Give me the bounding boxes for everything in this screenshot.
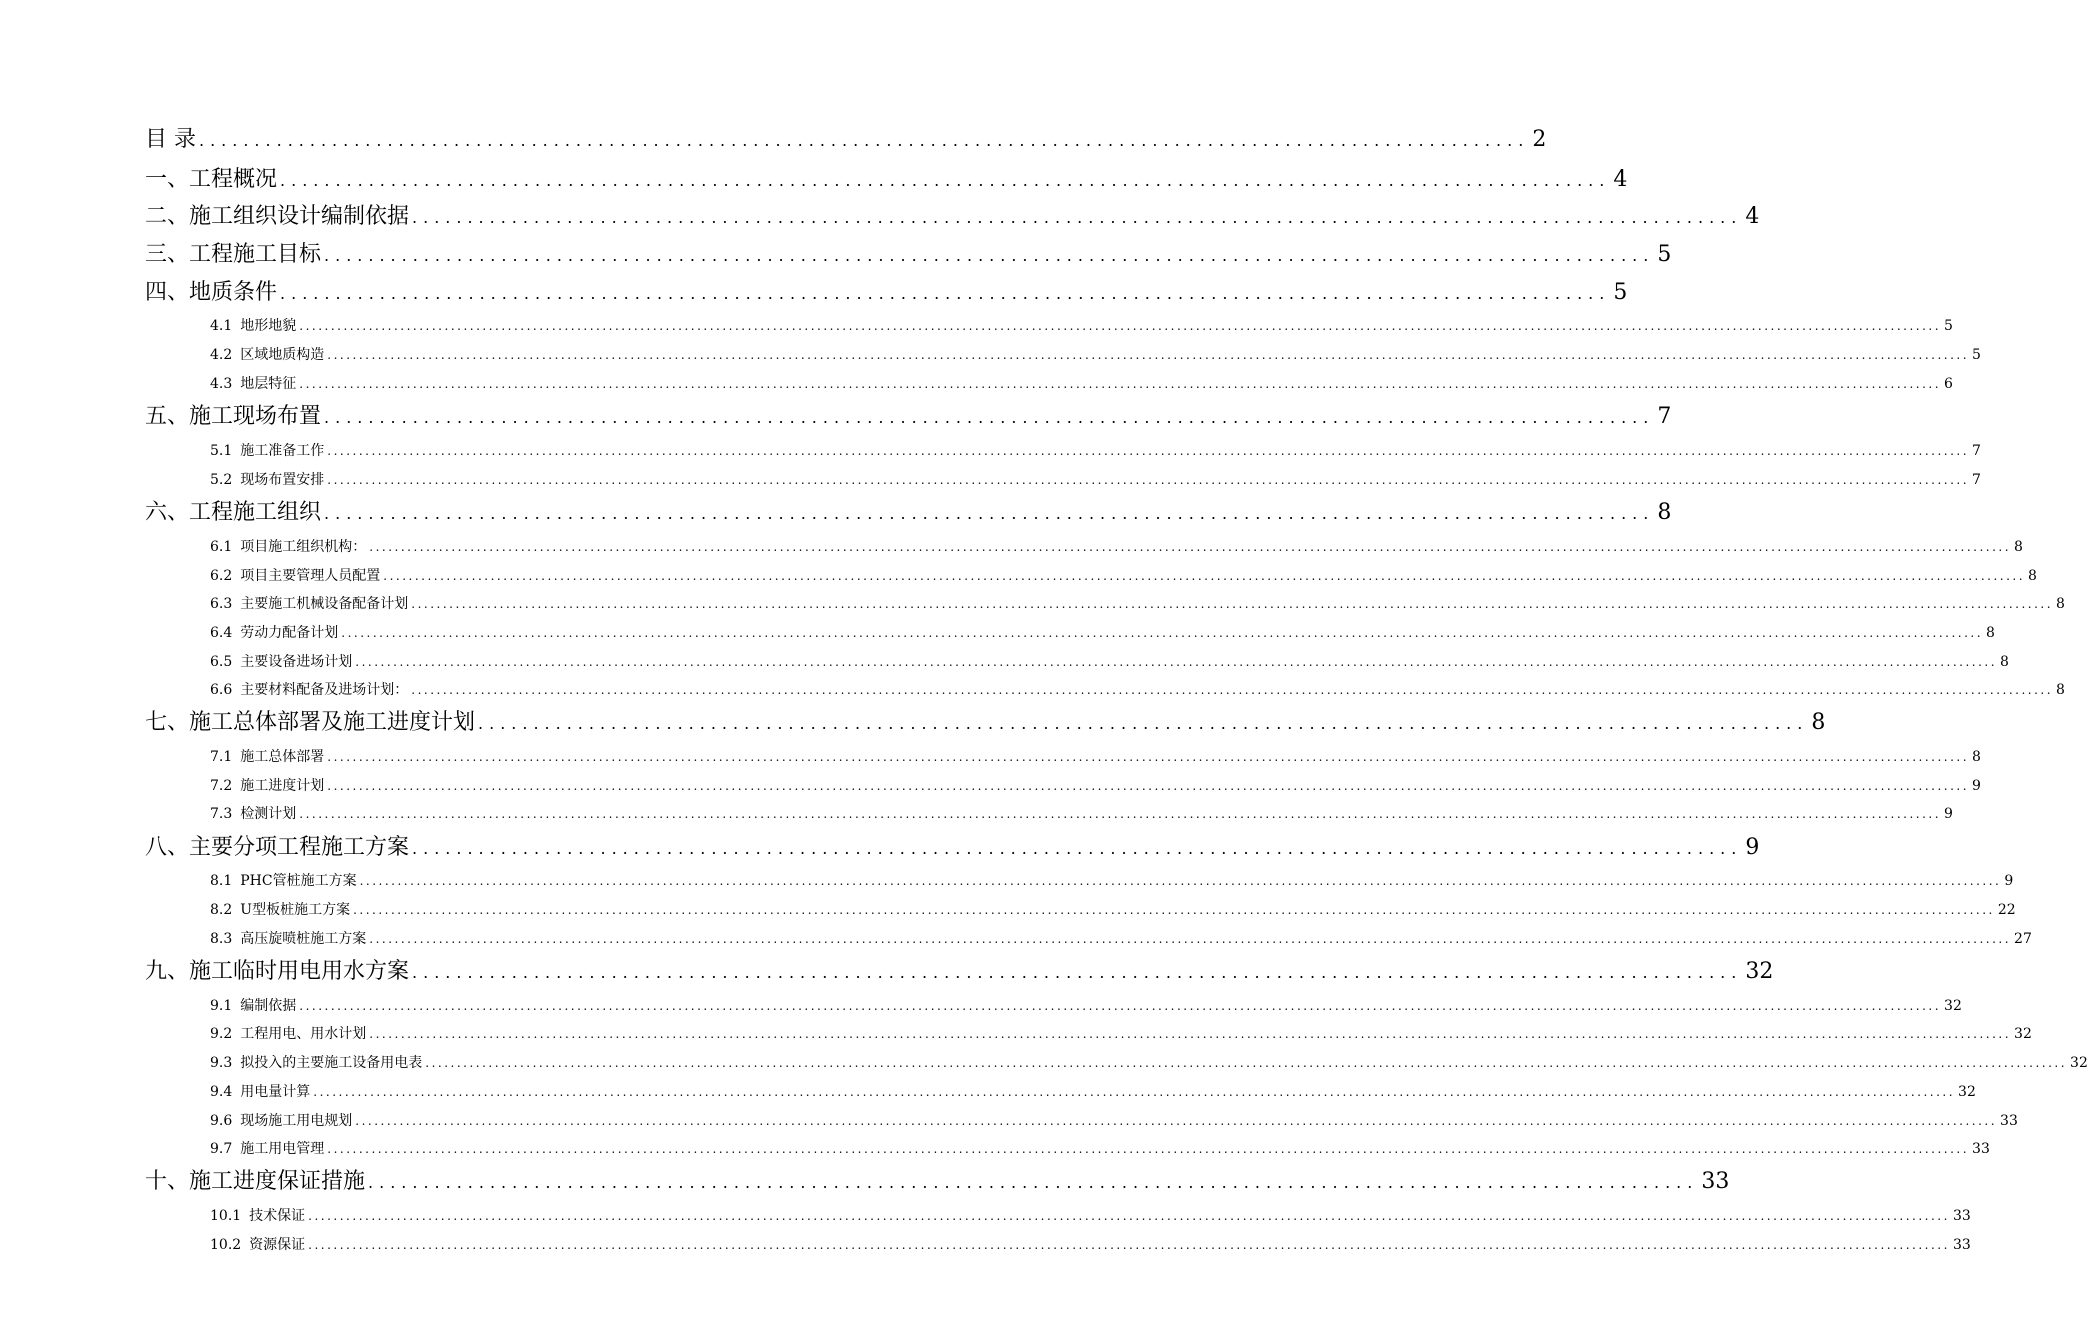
toc-entry-title: 主要材料配备及进场计划： [240, 682, 409, 698]
toc-entry-number: 5.2 [210, 472, 233, 488]
toc-entry-number: 8.1 [210, 873, 233, 889]
toc-entry-number: 7.2 [210, 778, 233, 794]
toc-section-entry[interactable] [210, 1082, 1976, 1102]
toc-entry-title: 项目施工组织机构： [240, 539, 367, 555]
toc-entry-title: 拟投入的主要施工设备用电表 [240, 1055, 423, 1071]
toc-page-number: 8 [2028, 568, 2037, 584]
toc-page-number: 32 [1944, 998, 1962, 1014]
toc-entry-label [210, 1053, 422, 1073]
toc-dot-leader: .................................................................................................................................................................................................................................................................... [369, 932, 2012, 946]
toc-entry-title: 十、施工进度保证措施 [145, 1169, 366, 1194]
toc-page-number: 8 [1657, 500, 1672, 525]
toc-entry-number: 9.2 [210, 1026, 233, 1042]
toc-entry-title: 工程用电、用水计划 [240, 1026, 367, 1042]
toc-dot-leader: .................................................................................................................................................................................................................................................................... [425, 1056, 2068, 1070]
toc-entry-label [210, 566, 380, 586]
toc-entry-title: 施工用电管理 [240, 1141, 325, 1157]
toc-chapter-entry[interactable] [145, 202, 1760, 232]
toc-section-entry[interactable] [210, 680, 2065, 700]
toc-entry-title: 项目主要管理人员配置 [240, 568, 381, 584]
toc-dot-leader: .................................................................................................................................................................................................................................................................... [369, 540, 2012, 554]
toc-chapter-entry[interactable] [145, 498, 1672, 528]
toc-entry-title: 八、主要分项工程施工方案 [145, 835, 410, 860]
toc-entry-title: 区域地质构造 [240, 347, 325, 363]
toc-dot-leader: .................................................................................................................................................................................................................................................................... [313, 1085, 1956, 1099]
toc-entry-title: 用电量计算 [240, 1084, 311, 1100]
toc-entry-label [210, 1206, 305, 1226]
toc-entry-number: 6.4 [210, 625, 233, 641]
toc-section-entry[interactable] [210, 470, 1981, 490]
toc-dot-leader: .................................................................................................................................................................................................................................................................... [327, 473, 1970, 487]
toc-section-entry[interactable] [210, 1235, 1971, 1255]
toc-entry-number: 6.1 [210, 539, 233, 555]
toc-entry-label [145, 957, 409, 987]
toc-entry-label [210, 996, 296, 1016]
toc-section-entry[interactable] [210, 623, 1995, 643]
toc-dot-leader: .................................................................................................................................................................................................................................................................... [327, 750, 1970, 764]
toc-page-number: 9 [1944, 806, 1953, 822]
toc-page-number: 4 [1745, 204, 1760, 229]
toc-dot-leader: .................................................................................................................................................................................................................................................................... [299, 377, 1942, 391]
toc-entry-title: U型板桩施工方案 [240, 902, 351, 918]
toc-entry-label [210, 652, 352, 672]
toc-page-number: 27 [2014, 931, 2032, 947]
toc-dot-leader: .................................................................................................................................................................................................................................................................... [299, 807, 1942, 821]
toc-entry-number: 9.7 [210, 1141, 233, 1157]
toc-entry-title: 施工总体部署 [240, 749, 325, 765]
toc-dot-leader: .................................................................................................................................................................................................................................................................... [299, 319, 1942, 333]
toc-dot-leader: .................................................................................................................................................................................................................................................................... [327, 348, 1970, 362]
toc-entry-number: 9.4 [210, 1084, 233, 1100]
toc-dot-leader: ........................................................................................................................ [324, 504, 1655, 523]
toc-section-entry[interactable] [210, 776, 1981, 796]
toc-entry-label [210, 345, 324, 365]
toc-dot-leader: ........................................................................................................................ [324, 408, 1655, 427]
toc-entry-title: 地形地貌 [240, 318, 297, 334]
toc-page-number: 9 [1745, 835, 1760, 860]
toc-page-number: 9 [1972, 778, 1981, 794]
toc-entry-number: 4.1 [210, 318, 233, 334]
toc-dot-leader: ........................................................................................................................ [412, 839, 1743, 858]
toc-entry-title: 九、施工临时用电用水方案 [145, 959, 410, 984]
toc-entry-label [210, 680, 408, 700]
toc-section-entry[interactable] [210, 441, 1981, 461]
toc-entry-number: 10.2 [210, 1237, 242, 1253]
toc-entry-label [210, 1082, 310, 1102]
toc-entry-title: PHC管桩施工方案 [240, 873, 357, 889]
toc-entry-title: 检测计划 [240, 806, 297, 822]
toc-entry-label [210, 871, 357, 891]
toc-page-number: 5 [1613, 280, 1628, 305]
toc-section-entry[interactable] [210, 1024, 2032, 1044]
toc-entry-label [210, 594, 408, 614]
toc-section-entry[interactable] [210, 804, 1953, 824]
toc-entry-number: 5.1 [210, 443, 233, 459]
toc-dot-leader: .................................................................................................................................................................................................................................................................... [383, 569, 2026, 583]
toc-entry-label [210, 900, 350, 920]
toc-dot-leader: .................................................................................................................................................................................................................................................................... [327, 1142, 1970, 1156]
toc-page-number: 7 [1972, 472, 1981, 488]
toc-entry-title: 施工准备工作 [240, 443, 325, 459]
toc-entry-label [210, 1111, 352, 1131]
toc-entry-title: 主要施工机械设备配备计划 [240, 596, 409, 612]
toc-section-entry[interactable] [210, 374, 1953, 394]
toc-entry-label [210, 804, 296, 824]
toc-dot-leader: .................................................................................................................................................................................................................................................................... [411, 597, 2054, 611]
toc-section-entry[interactable] [210, 996, 1962, 1016]
toc-entry-label [210, 537, 366, 557]
toc-dot-leader: ........................................................................................................................ [280, 171, 1611, 190]
toc-entry-title: 目 录 [145, 127, 196, 152]
toc-entry-title: 高压旋喷桩施工方案 [240, 931, 367, 947]
toc-dot-leader: .................................................................................................................................................................................................................................................................... [327, 779, 1970, 793]
toc-dot-leader: .................................................................................................................................................................................................................................................................... [327, 444, 1970, 458]
toc-entry-number: 9.6 [210, 1113, 233, 1129]
toc-dot-leader: ........................................................................................................................ [280, 284, 1611, 303]
toc-entry-title: 二、施工组织设计编制依据 [145, 204, 410, 229]
toc-page-number: 33 [1952, 1208, 1971, 1224]
toc-dot-leader: .................................................................................................................................................................................................................................................................... [308, 1238, 1950, 1252]
toc-entry-number: 9.3 [210, 1055, 233, 1071]
toc-entry-title: 现场布置安排 [240, 472, 325, 488]
toc-entry-label [210, 441, 324, 461]
toc-entry-number: 6.5 [210, 654, 233, 670]
toc-section-entry[interactable] [210, 1111, 2018, 1131]
toc-section-entry[interactable] [210, 652, 2009, 672]
toc-chapter-entry[interactable] [145, 1167, 1730, 1197]
toc-section-entry[interactable] [210, 566, 2037, 586]
toc-chapter-entry[interactable] [145, 278, 1628, 308]
toc-section-entry[interactable] [210, 594, 2065, 614]
toc-page-number: 32 [1745, 959, 1774, 984]
toc-entry-label [145, 125, 196, 155]
toc-entry-number: 6.3 [210, 596, 233, 612]
toc-entry-label [210, 1235, 305, 1255]
toc-chapter-entry[interactable] [145, 125, 1547, 155]
toc-entry-label [210, 929, 366, 949]
toc-entry-label [210, 374, 296, 394]
toc-page-number: 9 [2004, 873, 2014, 889]
toc-entry-title: 现场施工用电规划 [240, 1113, 353, 1129]
toc-page-number: 33 [1972, 1141, 1990, 1157]
toc-entry-number: 9.1 [210, 998, 233, 1014]
toc-entry-label [145, 402, 321, 432]
toc-entry-title: 资源保证 [249, 1237, 306, 1253]
toc-page-number: 33 [2000, 1113, 2018, 1129]
toc-entry-number: 6.2 [210, 568, 233, 584]
toc-page-number: 8 [2000, 654, 2009, 670]
toc-dot-leader: .................................................................................................................................................................................................................................................................... [359, 874, 2002, 888]
toc-page-number: 33 [1952, 1237, 1971, 1253]
toc-section-entry[interactable] [210, 1053, 2088, 1073]
toc-entry-label [145, 833, 409, 863]
toc-page-number: 5 [1944, 318, 1953, 334]
toc-page-number: 8 [1972, 749, 1981, 765]
toc-entry-label [145, 498, 321, 528]
toc-entry-label [145, 240, 321, 270]
toc-page-number: 7 [1972, 443, 1981, 459]
toc-entry-title: 七、施工总体部署及施工进度计划 [145, 710, 476, 735]
toc-entry-label [145, 165, 277, 195]
toc-dot-leader: .................................................................................................................................................................................................................................................................... [355, 1114, 1998, 1128]
toc-dot-leader: .................................................................................................................................................................................................................................................................... [308, 1209, 1950, 1223]
toc-page-number: 8 [1811, 710, 1826, 735]
toc-chapter-entry[interactable] [145, 165, 1628, 195]
toc-page-number: 32 [2070, 1055, 2088, 1071]
toc-section-entry[interactable] [210, 929, 2032, 949]
toc-entry-title: 施工进度计划 [240, 778, 325, 794]
toc-page-number: 4 [1613, 167, 1628, 192]
toc-entry-label [210, 776, 324, 796]
toc-page-number: 33 [1701, 1169, 1730, 1194]
toc-entry-label [145, 1167, 365, 1197]
toc-entry-number: 4.2 [210, 347, 233, 363]
toc-entry-number: 7.3 [210, 806, 233, 822]
toc-section-entry[interactable] [210, 900, 2016, 920]
toc-dot-leader: .................................................................................................................................................................................................................................................................... [353, 903, 1995, 917]
toc-section-entry[interactable] [210, 871, 2014, 891]
toc-page-number: 32 [1958, 1084, 1976, 1100]
toc-dot-leader: ........................................................................................................................ [324, 246, 1655, 265]
toc-section-entry[interactable] [210, 316, 1953, 336]
toc-entry-title: 四、地质条件 [145, 280, 278, 305]
toc-section-entry[interactable] [210, 1139, 1990, 1159]
toc-entry-label [145, 708, 475, 738]
toc-chapter-entry[interactable] [145, 402, 1672, 432]
toc-entry-title: 编制依据 [240, 998, 297, 1014]
toc-section-entry[interactable] [210, 537, 2023, 557]
toc-entry-label [210, 747, 324, 767]
toc-page-number: 5 [1657, 242, 1672, 267]
toc-entry-number: 4.3 [210, 376, 233, 392]
toc-entry-label [210, 470, 324, 490]
toc-chapter-entry[interactable] [145, 957, 1774, 987]
toc-page-number: 8 [2056, 596, 2065, 612]
toc-dot-leader: .................................................................................................................................................................................................................................................................... [369, 1027, 2012, 1041]
toc-chapter-entry[interactable] [145, 708, 1826, 738]
toc-entry-label [210, 316, 296, 336]
toc-entry-title: 地层特征 [240, 376, 297, 392]
toc-dot-leader: ........................................................................................................................ [199, 131, 1530, 150]
toc-chapter-entry[interactable] [145, 240, 1672, 270]
toc-entry-title: 五、施工现场布置 [145, 404, 322, 429]
toc-dot-leader: ........................................................................................................................ [412, 208, 1743, 227]
toc-entry-label [210, 1024, 366, 1044]
toc-dot-leader: ........................................................................................................................ [368, 1173, 1699, 1192]
toc-page-number: 8 [1986, 625, 1995, 641]
toc-dot-leader: ........................................................................................................................ [412, 963, 1743, 982]
toc-entry-label [145, 278, 277, 308]
toc-entry-title: 三、工程施工目标 [145, 242, 322, 267]
toc-page-number: 8 [2056, 682, 2065, 698]
toc-entry-label [210, 623, 338, 643]
toc-section-entry[interactable] [210, 747, 1981, 767]
toc-entry-label [210, 1139, 324, 1159]
toc-entry-title: 六、工程施工组织 [145, 500, 322, 525]
toc-page-number: 5 [1972, 347, 1981, 363]
toc-dot-leader: .................................................................................................................................................................................................................................................................... [411, 683, 2054, 697]
toc-entry-title: 一、工程概况 [145, 167, 278, 192]
toc-page-number: 7 [1657, 404, 1672, 429]
toc-entry-title: 主要设备进场计划 [240, 654, 353, 670]
toc-entry-number: 10.1 [210, 1208, 242, 1224]
toc-entry-title: 劳动力配备计划 [240, 625, 339, 641]
toc-page-number: 32 [2014, 1026, 2032, 1042]
toc-section-entry[interactable] [210, 345, 1981, 365]
toc-section-entry[interactable] [210, 1206, 1971, 1226]
toc-entry-number: 7.1 [210, 749, 233, 765]
toc-dot-leader: .................................................................................................................................................................................................................................................................... [341, 626, 1984, 640]
toc-page-number: 22 [1997, 902, 2016, 918]
toc-page-number: 8 [2014, 539, 2023, 555]
toc-entry-number: 8.3 [210, 931, 233, 947]
toc-dot-leader: .................................................................................................................................................................................................................................................................... [299, 999, 1942, 1013]
toc-entry-label [145, 202, 409, 232]
toc-entry-number: 6.6 [210, 682, 233, 698]
toc-entry-title: 技术保证 [249, 1208, 306, 1224]
toc-dot-leader: ........................................................................................................................ [478, 714, 1809, 733]
toc-chapter-entry[interactable] [145, 833, 1760, 863]
toc-page-number: 2 [1532, 127, 1547, 152]
toc-page-number: 6 [1944, 376, 1953, 392]
toc-dot-leader: .................................................................................................................................................................................................................................................................... [355, 655, 1998, 669]
toc-entry-number: 8.2 [210, 902, 233, 918]
